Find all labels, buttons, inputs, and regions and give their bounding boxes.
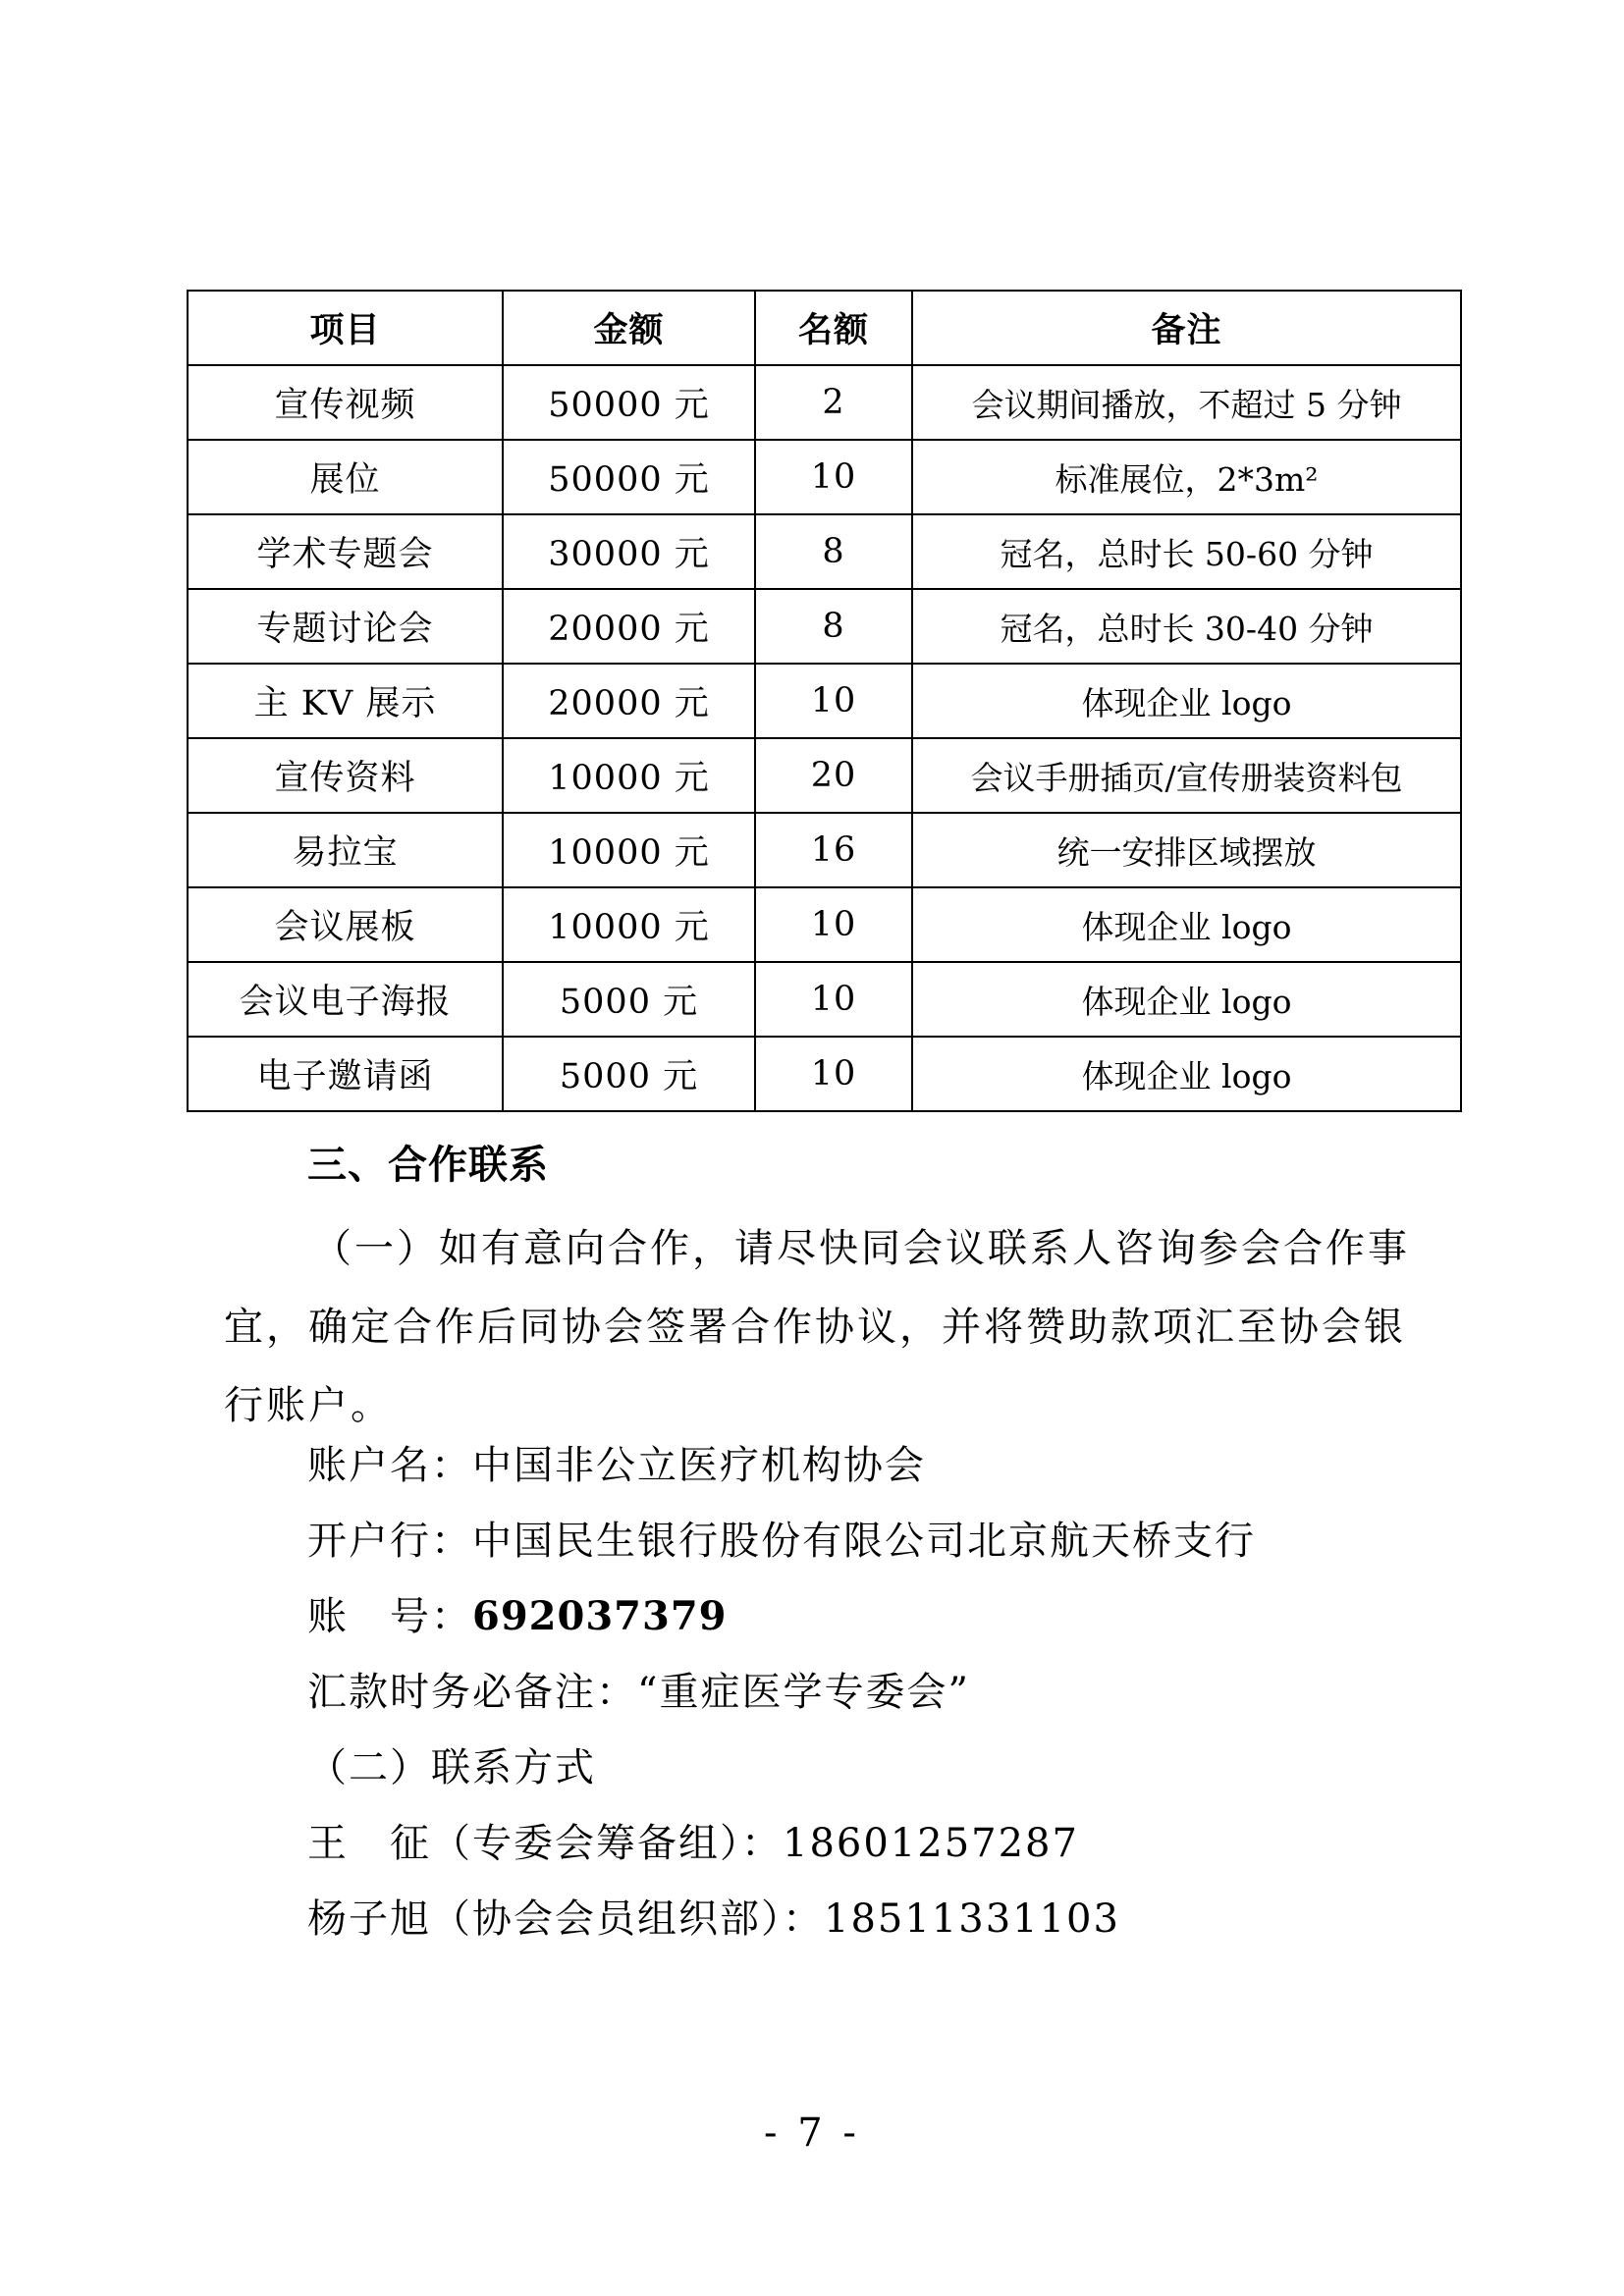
cell-quota: 8 [755,514,912,589]
cell-note: 冠名，总时长 30-40 分钟 [912,589,1461,664]
cell-note: 体现企业 logo [912,1037,1461,1111]
cell-note: 会议手册插页/宣传册装资料包 [912,738,1461,813]
account-name-label: 账户名： [307,1443,472,1488]
table-row [188,813,1461,887]
table-row [188,738,1461,813]
contact-heading: （二）联系方式 [307,1745,596,1790]
contact-role: （协会会员组织部）： [431,1896,824,1942]
cell-amount: 10000 元 [503,738,755,813]
cell-note: 标准展位，2*3m² [912,440,1461,514]
cell-quota: 10 [755,664,912,738]
cell-item: 电子邀请函 [188,1037,503,1111]
contact-name: 王 征 [307,1821,431,1866]
cell-amount: 5000 元 [503,1037,755,1111]
bank-line [307,1510,1256,1566]
remark-value: “重症医学专委会” [637,1670,970,1715]
table-row [188,514,1461,589]
table-header-row [188,291,1461,365]
cell-item: 易拉宝 [188,813,503,887]
cell-note: 统一安排区域摆放 [912,813,1461,887]
contact-phone: 18511331103 [824,1896,1120,1942]
contact-phone: 18601257287 [783,1821,1079,1866]
table-row [188,440,1461,514]
cell-amount: 5000 元 [503,962,755,1037]
header-amount: 金额 [503,291,755,365]
contact-name: 杨子旭 [307,1896,431,1942]
section-title: 三、合作联系 [307,1142,549,1188]
header-quota: 名额 [755,291,912,365]
account-number-line [307,1585,728,1641]
cell-item: 展位 [188,440,503,514]
cell-quota: 8 [755,589,912,664]
cell-note: 体现企业 logo [912,664,1461,738]
page-number: - 7 - [764,2110,860,2156]
cell-quota: 10 [755,440,912,514]
cell-amount: 10000 元 [503,813,755,887]
cell-item: 宣传视频 [188,365,503,440]
cell-quota: 10 [755,962,912,1037]
contact-role: （专委会筹备组）： [431,1821,783,1866]
remark-line [307,1661,970,1717]
cell-amount: 50000 元 [503,365,755,440]
remark-label: 汇款时务必备注： [307,1670,637,1715]
table-row [188,365,1461,440]
header-item: 项目 [188,291,503,365]
contact-line [307,1812,1079,1868]
cell-note: 会议期间播放，不超过 5 分钟 [912,365,1461,440]
cooperation-paragraph: （一）如有意向合作，请尽快同会议联系人咨询参会合作事宜，确定合作后同协会签署合作协议，并将赞助款项汇至协会银行账户。 [224,1226,1410,1428]
bank-value: 中国民生银行股份有限公司北京航天桥支行 [472,1519,1256,1564]
account-name-value: 中国非公立医疗机构协会 [472,1443,926,1488]
cell-item: 主 KV 展示 [188,664,503,738]
cell-quota: 10 [755,1037,912,1111]
table-row [188,1037,1461,1111]
cell-quota: 16 [755,813,912,887]
cell-item: 会议展板 [188,887,503,962]
account-name-line [307,1434,926,1490]
contact-line [307,1888,1120,1944]
cell-amount: 50000 元 [503,440,755,514]
table-row [188,962,1461,1037]
account-number-label: 账 号： [307,1594,472,1639]
cell-amount: 20000 元 [503,589,755,664]
cell-quota: 2 [755,365,912,440]
cell-quota: 10 [755,887,912,962]
bank-label: 开户行： [307,1519,472,1564]
cell-item: 学术专题会 [188,514,503,589]
cell-item: 宣传资料 [188,738,503,813]
header-note: 备注 [912,291,1461,365]
cell-note: 体现企业 logo [912,962,1461,1037]
sponsorship-table [187,290,1462,1112]
account-number-value: 692037379 [472,1593,728,1639]
cell-item: 会议电子海报 [188,962,503,1037]
cell-item: 专题讨论会 [188,589,503,664]
cell-amount: 10000 元 [503,887,755,962]
cell-note: 体现企业 logo [912,887,1461,962]
cell-note: 冠名，总时长 50-60 分钟 [912,514,1461,589]
cell-quota: 20 [755,738,912,813]
cell-amount: 30000 元 [503,514,755,589]
table-row [188,589,1461,664]
table-row [188,887,1461,962]
cell-amount: 20000 元 [503,664,755,738]
table-row [188,664,1461,738]
